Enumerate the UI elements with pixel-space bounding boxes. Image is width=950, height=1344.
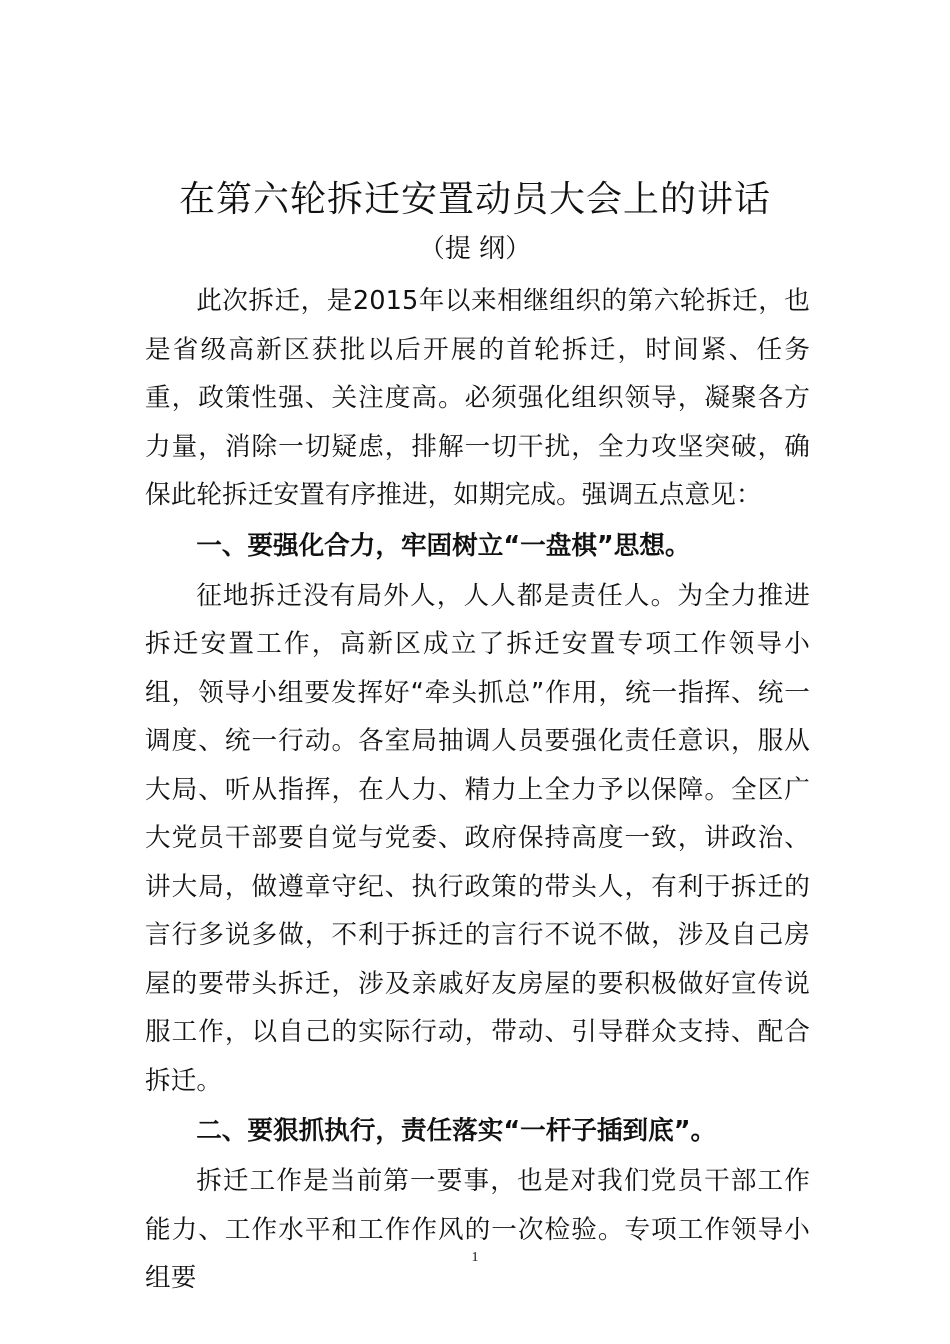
intro-paragraph: 此次拆迁，是2015年以来相继组织的第六轮拆迁，也是省级高新区获批以后开展的首轮拆迁，时间紧、任务重，政策性强、关注度高。必须强化组织领导，凝聚各方力量，消除一切疑虑，排解一切干扰，全力攻坚突破，确保此轮拆迁安置有序推进，如期完成。强调五点意见：	[145, 286, 810, 510]
section-paragraph-1: 征地拆迁没有局外人，人人都是责任人。为全力推进拆迁安置工作，高新区成立了拆迁安置专项工作领导小组，领导小组要发挥好“牵头抓总”作用，统一指挥、统一调度、统一行动。各室局抽调人员要强化责任意识，服从大局、听从指挥，在人力、精力上全力予以保障。全区广大党员干部要自觉与党委、政府保持高度一致，讲政治、讲大局，做遵章守纪、执行政策的带头人，有利于拆迁的言行多说多做，不利于拆迁的言行不说不做，涉及自己房屋的要带头拆迁，涉及亲戚好友房屋的要积极做好宣传说服工作，以自己的实际行动，带动、引导群众支持、配合拆迁。	[145, 580, 810, 1096]
section-heading-2: 二、要狠抓执行，责任落实“一杆子插到底”。	[196, 1116, 717, 1146]
document-body	[145, 277, 810, 1303]
page-number: 1	[471, 1250, 479, 1265]
section-paragraph-2: 拆迁工作是当前第一要事，也是对我们党员干部工作能力、工作水平和工作作风的一次检验。专项工作领导小组要	[145, 1166, 810, 1293]
section-heading-1: 一、要强化合力，牢固树立“一盘棋”思想。	[196, 530, 691, 561]
document-title: 在第六轮拆迁安置动员大会上的讲话	[178, 179, 771, 220]
document-subtitle: （提 纲）	[418, 234, 532, 264]
